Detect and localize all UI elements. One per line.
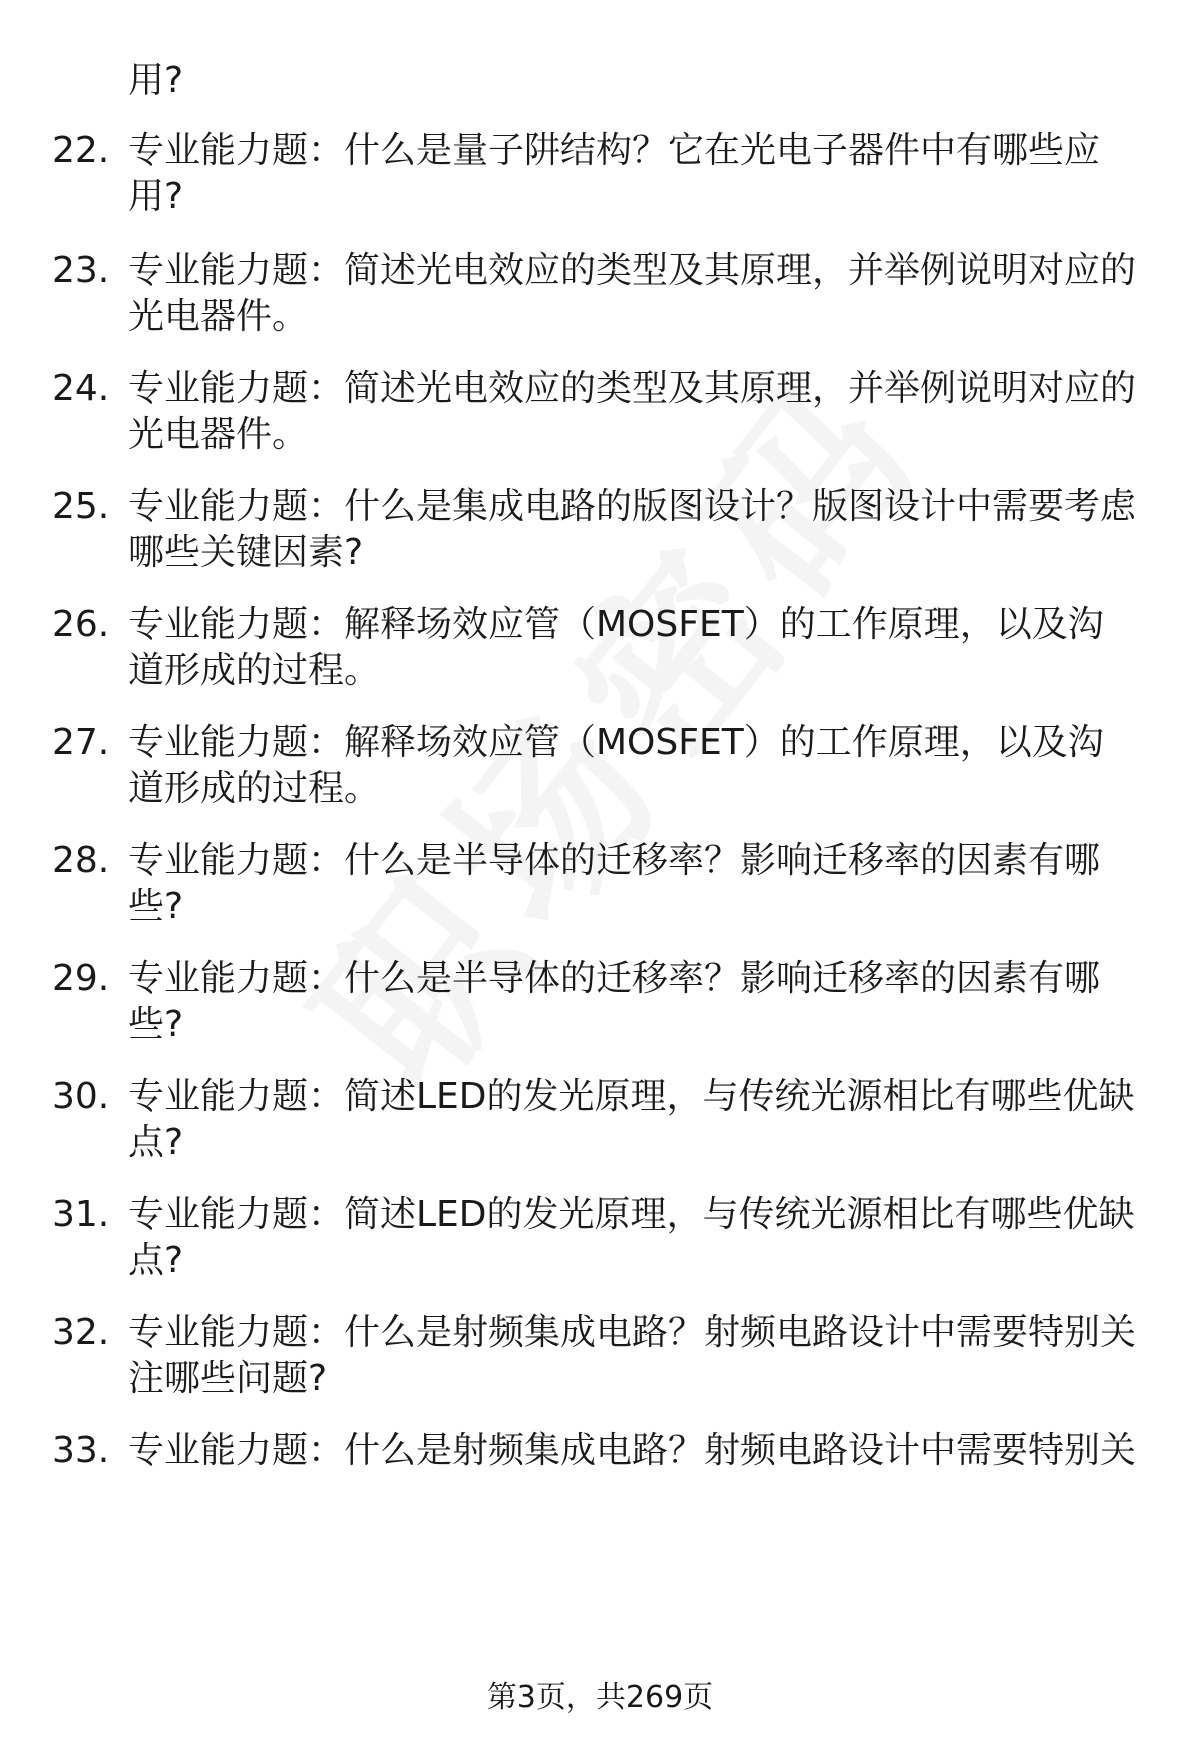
question-text: 专业能力题：什么是射频集成电路？射频电路设计中需要特别关注哪些问题? <box>128 1312 1137 1399</box>
question-number: 27. <box>52 722 110 763</box>
question-text: 专业能力题：什么是集成电路的版图设计？版图设计中需要考虑哪些关键因素? <box>128 486 1137 573</box>
question-number: 26. <box>52 604 110 645</box>
question-number: 30. <box>52 1076 110 1117</box>
question-text: 专业能力题：解释场效应管（MOSFET）的工作原理，以及沟道形成的过程。 <box>128 604 1104 691</box>
question-number: 24. <box>52 368 110 409</box>
question-number: 33. <box>52 1430 110 1471</box>
question-number: 31. <box>52 1194 110 1235</box>
question-text: 专业能力题：简述LED的发光原理，与传统光源相比有哪些优缺点? <box>128 1076 1135 1163</box>
question-text: 专业能力题：什么是量子阱结构？它在光电子器件中有哪些应用? <box>128 130 1101 217</box>
question-text: 专业能力题：什么是半导体的迁移率？影响迁移率的因素有哪些? <box>128 958 1101 1045</box>
question-text: 专业能力题：简述光电效应的类型及其原理，并举例说明对应的光电器件。 <box>128 368 1137 455</box>
question-text: 专业能力题：什么是射频集成电路？射频电路设计中需要特别关 <box>128 1430 1137 1471</box>
question-number: 23. <box>52 250 110 291</box>
continued-text: 用? <box>128 60 184 101</box>
question-number: 32. <box>52 1312 110 1353</box>
question-number: 28. <box>52 840 110 881</box>
question-text: 专业能力题：简述光电效应的类型及其原理，并举例说明对应的光电器件。 <box>128 250 1137 337</box>
page-footer: 第3页，共269页 <box>486 1680 714 1715</box>
question-text: 专业能力题：解释场效应管（MOSFET）的工作原理，以及沟道形成的过程。 <box>128 722 1104 809</box>
question-number: 29. <box>52 958 110 999</box>
question-text: 专业能力题：简述LED的发光原理，与传统光源相比有哪些优缺点? <box>128 1194 1135 1281</box>
question-text: 专业能力题：什么是半导体的迁移率？影响迁移率的因素有哪些? <box>128 840 1101 927</box>
question-number: 25. <box>52 486 110 527</box>
question-number: 22. <box>52 130 110 171</box>
